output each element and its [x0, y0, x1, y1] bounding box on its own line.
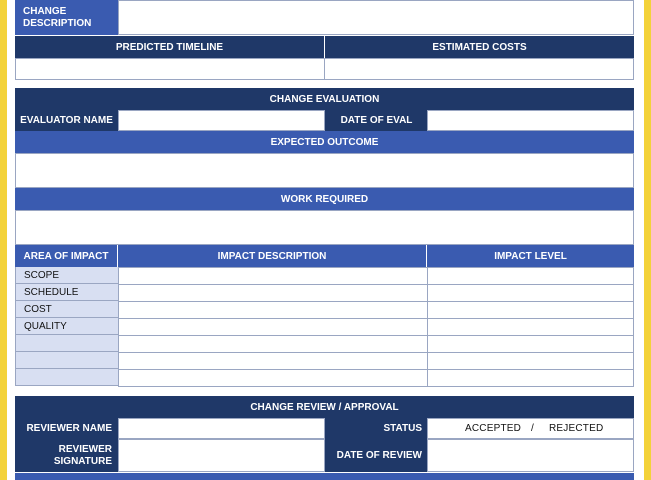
impact-area-cell: COST: [15, 301, 118, 318]
bottom-band: [15, 473, 634, 480]
impact-description-cell[interactable]: [118, 284, 428, 302]
impact-level-cell[interactable]: [427, 267, 634, 285]
change-review-title: CHANGE REVIEW / APPROVAL: [15, 396, 634, 418]
area-of-impact-header: AREA OF IMPACT: [15, 245, 117, 267]
evaluator-name-field[interactable]: [118, 110, 325, 131]
date-of-eval-field[interactable]: [427, 110, 634, 131]
impact-description-cell[interactable]: [118, 335, 428, 353]
change-evaluation-title: CHANGE EVALUATION: [15, 88, 634, 110]
change-description-label: CHANGE DESCRIPTION: [15, 0, 118, 35]
status-rejected[interactable]: REJECTED: [549, 423, 604, 434]
status-label: STATUS: [325, 418, 428, 439]
status-slash: /: [531, 423, 534, 434]
reviewer-signature-label: REVIEWER SIGNATURE: [15, 439, 118, 472]
impact-level-cell[interactable]: [427, 284, 634, 302]
impact-description-header: IMPACT DESCRIPTION: [118, 245, 426, 267]
status-accepted[interactable]: ACCEPTED: [465, 423, 522, 434]
work-required-field[interactable]: [15, 210, 634, 245]
impact-description-cell[interactable]: [118, 352, 428, 370]
impact-area-cell: [15, 352, 118, 369]
status-field[interactable]: [427, 418, 634, 439]
impact-description-cell[interactable]: [118, 301, 428, 319]
change-request-form: [7, 0, 644, 480]
impact-area-cell: QUALITY: [15, 318, 118, 335]
estimated-costs-header: ESTIMATED COSTS: [325, 36, 634, 58]
impact-area-cell: [15, 369, 118, 386]
date-of-eval-label: DATE OF EVAL: [325, 110, 428, 131]
impact-level-cell[interactable]: [427, 301, 634, 319]
expected-outcome-field[interactable]: [15, 153, 634, 188]
impact-level-cell[interactable]: [427, 335, 634, 353]
predicted-timeline-header: PREDICTED TIMELINE: [15, 36, 324, 58]
predicted-timeline-field[interactable]: [15, 58, 325, 80]
work-required-header: WORK REQUIRED: [15, 188, 634, 210]
impact-area-cell: SCOPE: [15, 267, 118, 284]
expected-outcome-header: EXPECTED OUTCOME: [15, 131, 634, 153]
impact-area-cell: [15, 335, 118, 352]
impact-description-cell[interactable]: [118, 369, 428, 387]
reviewer-name-field[interactable]: [118, 418, 325, 439]
date-of-review-field[interactable]: [427, 439, 634, 472]
reviewer-name-label: REVIEWER NAME: [15, 418, 118, 439]
impact-description-cell[interactable]: [118, 318, 428, 336]
impact-level-cell[interactable]: [427, 352, 634, 370]
impact-description-cell[interactable]: [118, 267, 428, 285]
change-description-field[interactable]: [118, 0, 634, 35]
impact-level-header: IMPACT LEVEL: [427, 245, 634, 267]
date-of-review-label: DATE OF REVIEW: [325, 439, 428, 472]
impact-level-cell[interactable]: [427, 318, 634, 336]
evaluator-name-label: EVALUATOR NAME: [15, 110, 118, 131]
impact-area-cell: SCHEDULE: [15, 284, 118, 301]
impact-level-cell[interactable]: [427, 369, 634, 387]
estimated-costs-field[interactable]: [324, 58, 634, 80]
reviewer-signature-field[interactable]: [118, 439, 325, 472]
